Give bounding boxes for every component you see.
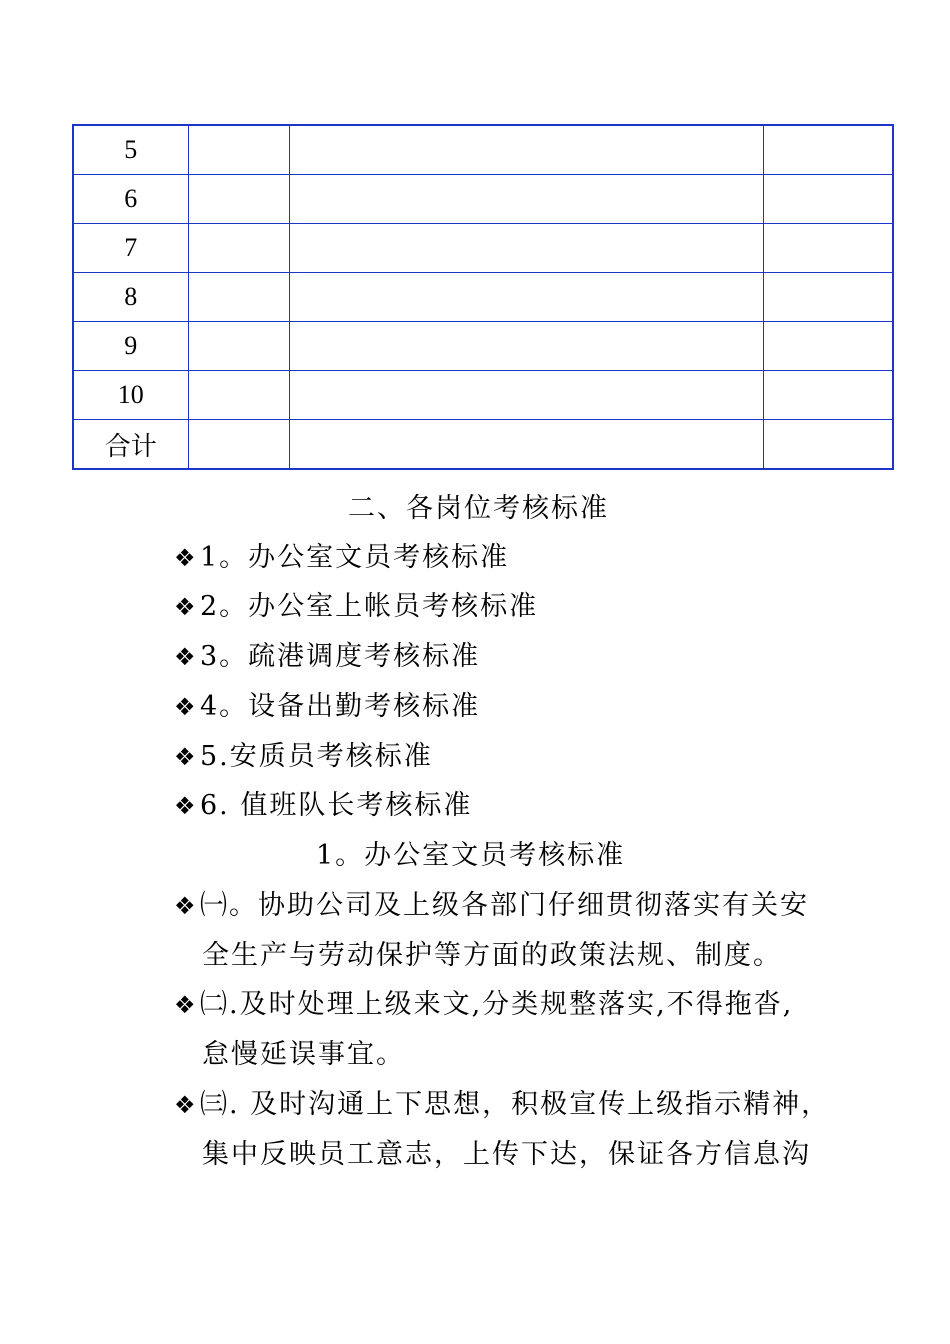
row-number-cell: 5 bbox=[73, 125, 188, 175]
standard-item-continuation: 全生产与劳动保护等方面的政策法规、制度。 bbox=[202, 940, 782, 971]
table-cell bbox=[289, 175, 763, 224]
row-number-cell: 10 bbox=[73, 371, 188, 420]
table-cell bbox=[188, 322, 289, 371]
diamond-bullet-icon: ❖ bbox=[174, 643, 196, 671]
table-row bbox=[73, 175, 893, 224]
table-cell bbox=[763, 175, 893, 224]
diamond-bullet-icon: ❖ bbox=[174, 991, 196, 1019]
standard-item bbox=[174, 1088, 830, 1122]
diamond-bullet-icon: ❖ bbox=[174, 1091, 196, 1119]
table-cell bbox=[289, 420, 763, 470]
table-cell bbox=[289, 224, 763, 273]
standard-item-text: ㈡.及时处理上级来文,分类规整落实,不得拖沓, bbox=[200, 989, 794, 1020]
table-row bbox=[73, 273, 893, 322]
table-cell bbox=[188, 224, 289, 273]
standard-item-continuation: 集中反映员工意志，上传下达，保证各方信息沟 bbox=[202, 1139, 811, 1170]
table-row bbox=[73, 371, 893, 420]
row-number-cell: 6 bbox=[73, 175, 188, 224]
toc-item bbox=[174, 690, 480, 724]
assessment-table bbox=[72, 124, 894, 470]
toc-item-text: 2。办公室上帐员考核标准 bbox=[200, 591, 539, 622]
table-cell bbox=[763, 273, 893, 322]
diamond-bullet-icon: ❖ bbox=[174, 593, 196, 621]
table-cell bbox=[289, 125, 763, 175]
toc-item bbox=[174, 640, 480, 674]
table-cell bbox=[188, 420, 289, 470]
total-label-cell: 合计 bbox=[73, 420, 188, 470]
diamond-bullet-icon: ❖ bbox=[174, 743, 196, 771]
standard-item bbox=[174, 988, 793, 1022]
toc-item-text: 1。办公室文员考核标准 bbox=[200, 542, 510, 573]
standard-item bbox=[174, 889, 809, 923]
table-cell bbox=[289, 371, 763, 420]
toc-item-text: 4。设备出勤考核标准 bbox=[200, 691, 481, 722]
table-cell bbox=[763, 125, 893, 175]
table-cell bbox=[289, 273, 763, 322]
diamond-bullet-icon: ❖ bbox=[174, 892, 196, 920]
toc-item-text: 5.安质员考核标准 bbox=[200, 741, 433, 772]
table-cell bbox=[188, 175, 289, 224]
toc-item bbox=[174, 541, 509, 575]
row-number-cell: 7 bbox=[73, 224, 188, 273]
row-number-cell: 8 bbox=[73, 273, 188, 322]
row-number-cell: 9 bbox=[73, 322, 188, 371]
toc-item-text: 3。疏港调度考核标准 bbox=[200, 641, 481, 672]
toc-item bbox=[174, 590, 538, 624]
table-cell bbox=[188, 273, 289, 322]
toc-item-text: 6. 值班队长考核标准 bbox=[200, 790, 473, 821]
table-cell bbox=[763, 224, 893, 273]
diamond-bullet-icon: ❖ bbox=[174, 792, 196, 820]
diamond-bullet-icon: ❖ bbox=[174, 544, 196, 572]
standard-item-text: ㈢. 及时沟通上下思想，积极宣传上级指示精神， bbox=[200, 1089, 831, 1120]
sub-heading: 1。办公室文员考核标准 bbox=[316, 840, 626, 871]
table-row bbox=[73, 224, 893, 273]
table-cell bbox=[763, 322, 893, 371]
toc-item bbox=[174, 789, 472, 823]
toc-item bbox=[174, 740, 433, 774]
standard-item-text: ㈠。协助公司及上级各部门仔细贯彻落实有关安 bbox=[200, 890, 809, 921]
standard-item-continuation: 怠慢延误事宜。 bbox=[202, 1039, 405, 1070]
section-heading: 二、各岗位考核标准 bbox=[348, 493, 609, 524]
table-cell bbox=[763, 420, 893, 470]
table-total-row bbox=[73, 420, 893, 470]
diamond-bullet-icon: ❖ bbox=[174, 693, 196, 721]
table-row bbox=[73, 125, 893, 175]
table-cell bbox=[188, 371, 289, 420]
table-cell bbox=[289, 322, 763, 371]
table-cell bbox=[188, 125, 289, 175]
table-row bbox=[73, 322, 893, 371]
table-cell bbox=[763, 371, 893, 420]
